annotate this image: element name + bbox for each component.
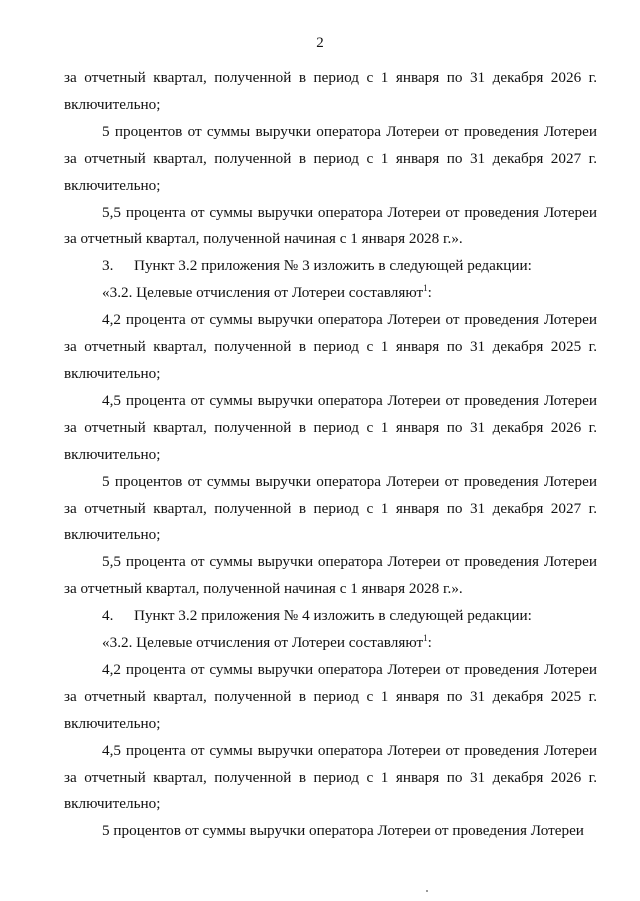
item-4-paragraph-4-2-percent-2025: 4,2 процента от суммы выручки оператора Лотереи от проведения Лотереи за отчетный квартал, полученной в период с 1 января по 31 декабря 2025 г. включительно;: [64, 660, 597, 732]
item-4-paragraph-4-5-percent-2026: 4,5 процента от суммы выручки оператора Лотереи от проведения Лотереи за отчетный квартал, полученной в период с 1 января по 31 декабря 2026 г. включительно;: [64, 741, 597, 813]
item-3-paragraph-4-5-percent-2026: 4,5 процента от суммы выручки оператора Лотереи от проведения Лотереи за отчетный квартал, полученной в период с 1 января по 31 декабря 2026 г. включительно;: [64, 391, 597, 463]
item-4-quote-heading: [64, 630, 597, 657]
item-4-quote-text: «3.2. Целевые отчисления от Лотереи составляют: [102, 634, 424, 652]
item-4-paragraph-5-percent-partial: 5 процентов от суммы выручки оператора Лотереи от проведения Лотереи: [102, 822, 584, 840]
footnote-ref-1: 1: [423, 283, 428, 294]
item-4-heading: [64, 603, 597, 630]
page-number: 2: [316, 35, 324, 51]
item-3-paragraph-4-2-percent-2025: 4,2 процента от суммы выручки оператора Лотереи от проведения Лотереи за отчетный квартал, полученной в период с 1 января по 31 декабря 2025 г. включительно;: [64, 311, 597, 382]
item-3-quote-colon: :: [427, 284, 432, 302]
paragraph-5-5-percent-2028: 5,5 процента от суммы выручки оператора Лотереи от проведения Лотереи за отчетный квартал, полученной начиная с 1 января 2028 г.».: [64, 203, 597, 248]
item-3-paragraph-5-5-percent-2028: 5,5 процента от суммы выручки оператора Лотереи от проведения Лотереи за отчетный квартал, полученной начиная с 1 января 2028 г.».: [64, 553, 597, 598]
paragraph-5-percent-2027: 5 процентов от суммы выручки оператора Лотереи от проведения Лотереи за отчетный квартал, полученной в период с 1 января по 31 декабря 2027 г. включительно;: [64, 122, 597, 194]
item-3-number: 3.: [102, 257, 114, 275]
item-4-number: 4.: [102, 607, 114, 625]
item-4-text: Пункт 3.2 приложения № 4 изложить в следующей редакции:: [134, 607, 532, 625]
item-3-paragraph-5-percent-2027: 5 процентов от суммы выручки оператора Лотереи от проведения Лотереи за отчетный квартал, полученной в период с 1 января по 31 декабря 2027 г. включительно;: [64, 472, 597, 544]
item-3-quote-text: «3.2. Целевые отчисления от Лотереи составляют: [102, 284, 424, 302]
paragraph-continuation-2026: за отчетный квартал, полученной в период с 1 января по 31 декабря 2026 г. включительно;: [64, 69, 597, 113]
item-3-heading: [64, 253, 597, 280]
footnote-ref-1: 1: [423, 633, 428, 644]
item-3-quote-heading: [64, 280, 597, 307]
scan-speck: [426, 890, 428, 892]
item-3-text: Пункт 3.2 приложения № 3 изложить в следующей редакции:: [134, 257, 532, 275]
document-body: [64, 65, 597, 845]
item-4-quote-colon: :: [427, 634, 432, 652]
